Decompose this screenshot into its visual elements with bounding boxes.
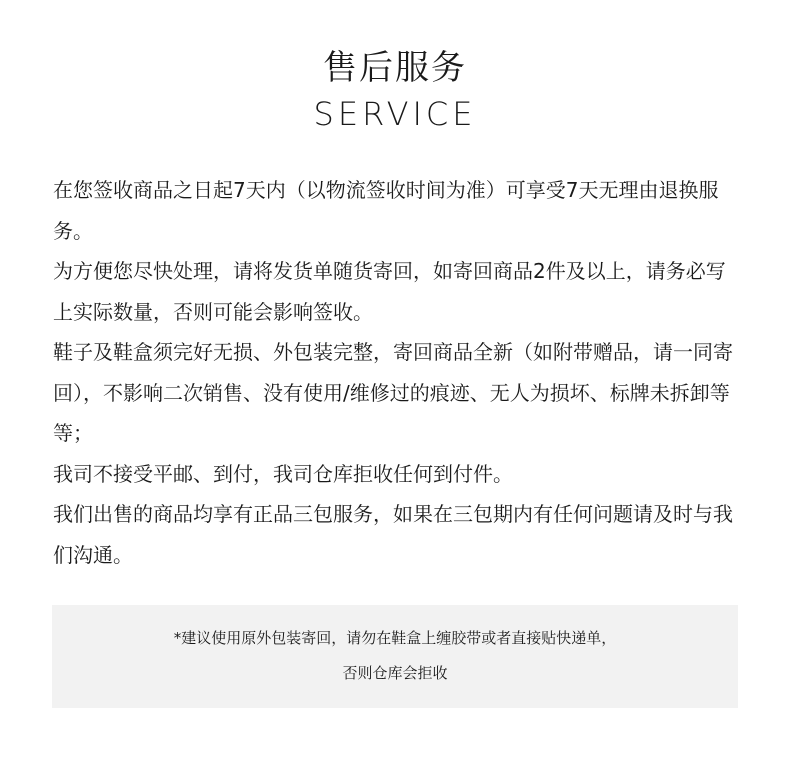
page-header (0, 44, 790, 136)
notice-line-2: 否则仓库会拒收 (342, 664, 448, 682)
notice-box (52, 605, 738, 708)
policy-paragraph-condition: 鞋子及鞋盒须完好无损、外包装完整，寄回商品全新（如附带赠品，请一同寄回），不影响二次销售、没有使用/维修过的痕迹、无人为损坏、标牌未拆卸等等； (53, 340, 733, 445)
policy-paragraph-warranty: 我们出售的商品均享有正品三包服务，如果在三包期内有任何问题请及时与我们沟通。 (53, 502, 733, 567)
policy-paragraph-return: 在您签收商品之日起7天内（以物流签收时间为准）可享受7天无理由退换服务。 (53, 178, 719, 243)
policy-paragraph-shipping: 我司不接受平邮、到付，我司仓库拒收任何到付件。 (53, 461, 513, 486)
page-subtitle: SERVICE (313, 95, 477, 133)
notice-line-1: *建议使用原外包装寄回，请勿在鞋盒上缠胶带或者直接贴快递单， (173, 629, 617, 647)
page-title: 售后服务 (323, 48, 467, 88)
policy-text (53, 170, 743, 575)
policy-paragraph-invoice: 为方便您尽快处理，请将发货单随货寄回，如寄回商品2件及以上，请务必写上实际数量，否则可能会影响签收。 (53, 259, 726, 324)
